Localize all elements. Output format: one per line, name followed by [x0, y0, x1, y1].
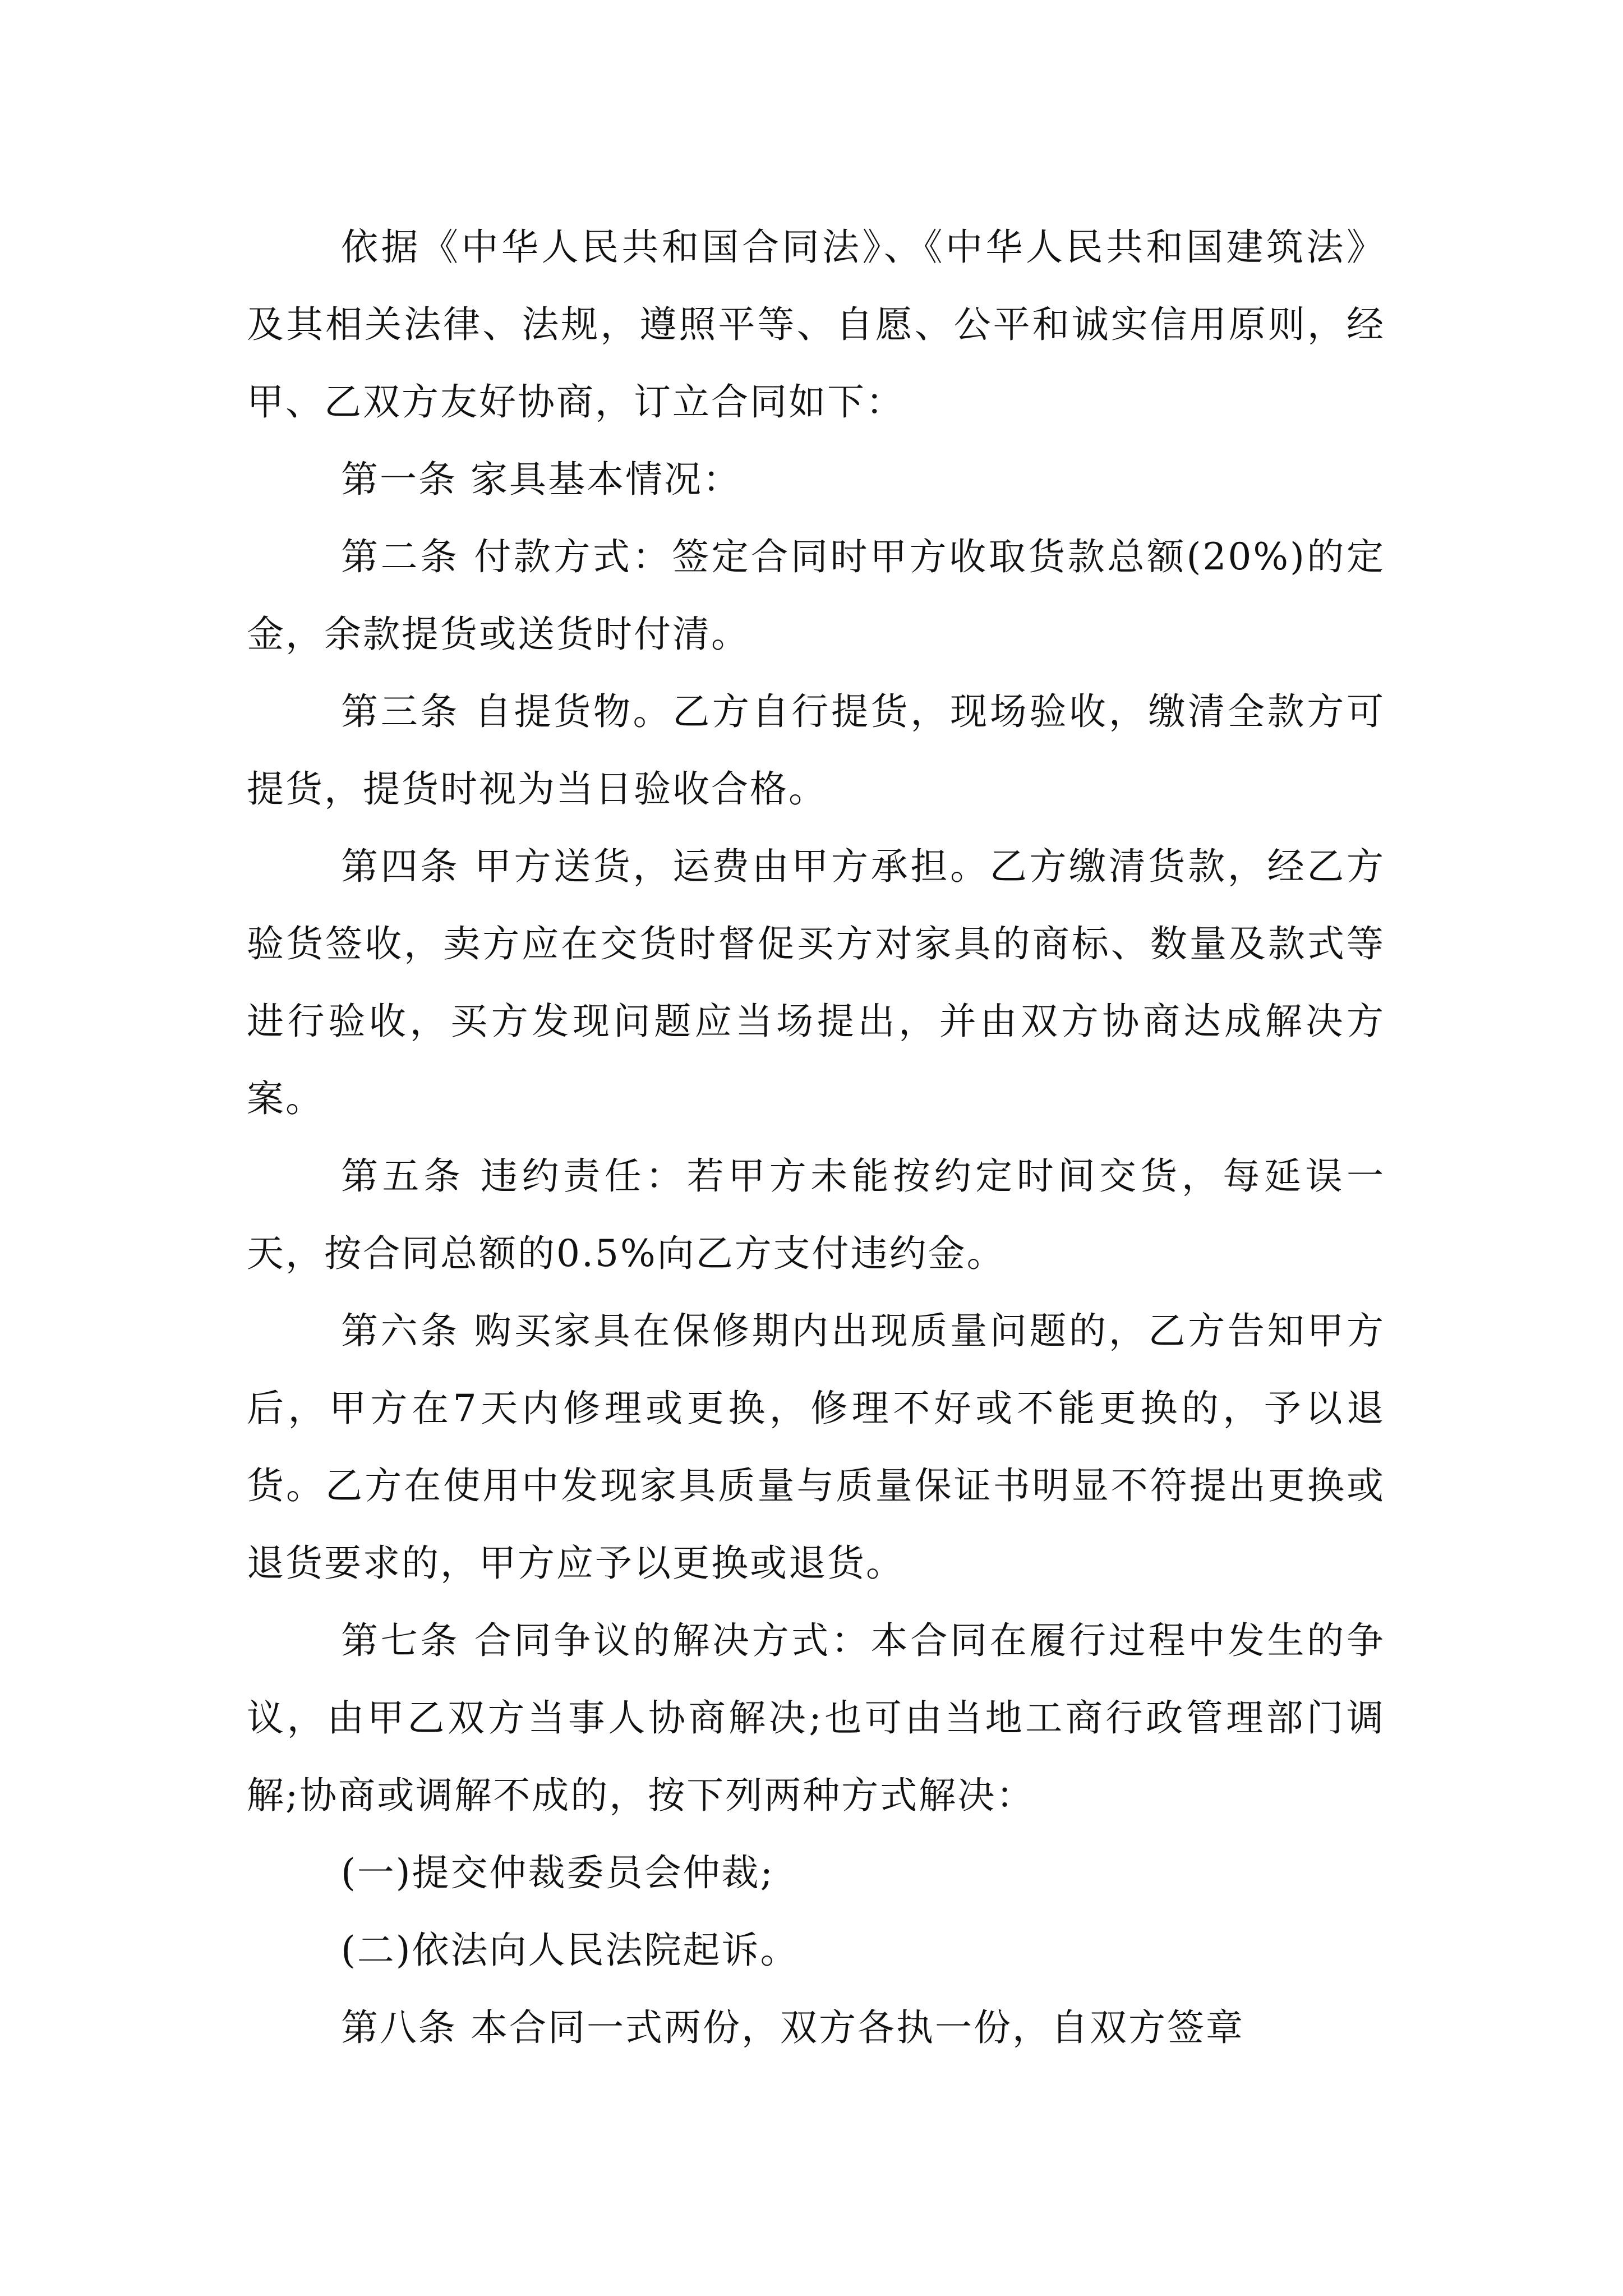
article-6-paragraph: 第六条 购买家具在保修期内出现质量问题的，乙方告知甲方后，甲方在7天内修理或更换，修理不好或不能更换的，予以退货。乙方在使用中发现家具质量与质量保证书明显不符提出更换或退货要求的，甲方应予以更换或退货。: [247, 1309, 1385, 1585]
article-1-paragraph: 第一条 家具基本情况：: [341, 458, 741, 501]
document-body: [247, 209, 1385, 2067]
article-4-paragraph: 第四条 甲方送货，运费由甲方承担。乙方缴清货款，经乙方验货签收，卖方应在交货时督促买方对家具的商标、数量及款式等进行验收，买方发现问题应当场提出，并由双方协商达成解决方案。: [247, 845, 1385, 1120]
article-3-paragraph: 第三条 自提货物。乙方自行提货，现场验收，缴清全款方可提货，提货时视为当日验收合格。: [247, 690, 1385, 811]
article-7-option-2: (二)依法向人民法院起诉。: [341, 1929, 799, 1972]
article-5-paragraph: 第五条 违约责任：若甲方未能按约定时间交货，每延误一天，按合同总额的0.5%向乙方支付违约金。: [247, 1154, 1385, 1275]
article-7-option-1: (一)提交仲裁委员会仲裁;: [341, 1851, 774, 1894]
article-7-paragraph: 第七条 合同争议的解决方式：本合同在履行过程中发生的争议，由甲乙双方当事人协商解决;也可由当地工商行政管理部门调解;协商或调解不成的，按下列两种方式解决：: [247, 1619, 1385, 1817]
article-8-paragraph: 第八条 本合同一式两份，双方各执一份，自双方签章: [341, 2006, 1244, 2049]
preamble-paragraph: 依据《中华人民共和国合同法》、《中华人民共和国建筑法》及其相关法律、法规，遵照平等、自愿、公平和诚实信用原则，经甲、乙双方友好协商，订立合同如下：: [247, 226, 1385, 424]
article-2-paragraph: 第二条 付款方式：签定合同时甲方收取货款总额(20%)的定金，余款提货或送货时付清。: [247, 535, 1385, 656]
